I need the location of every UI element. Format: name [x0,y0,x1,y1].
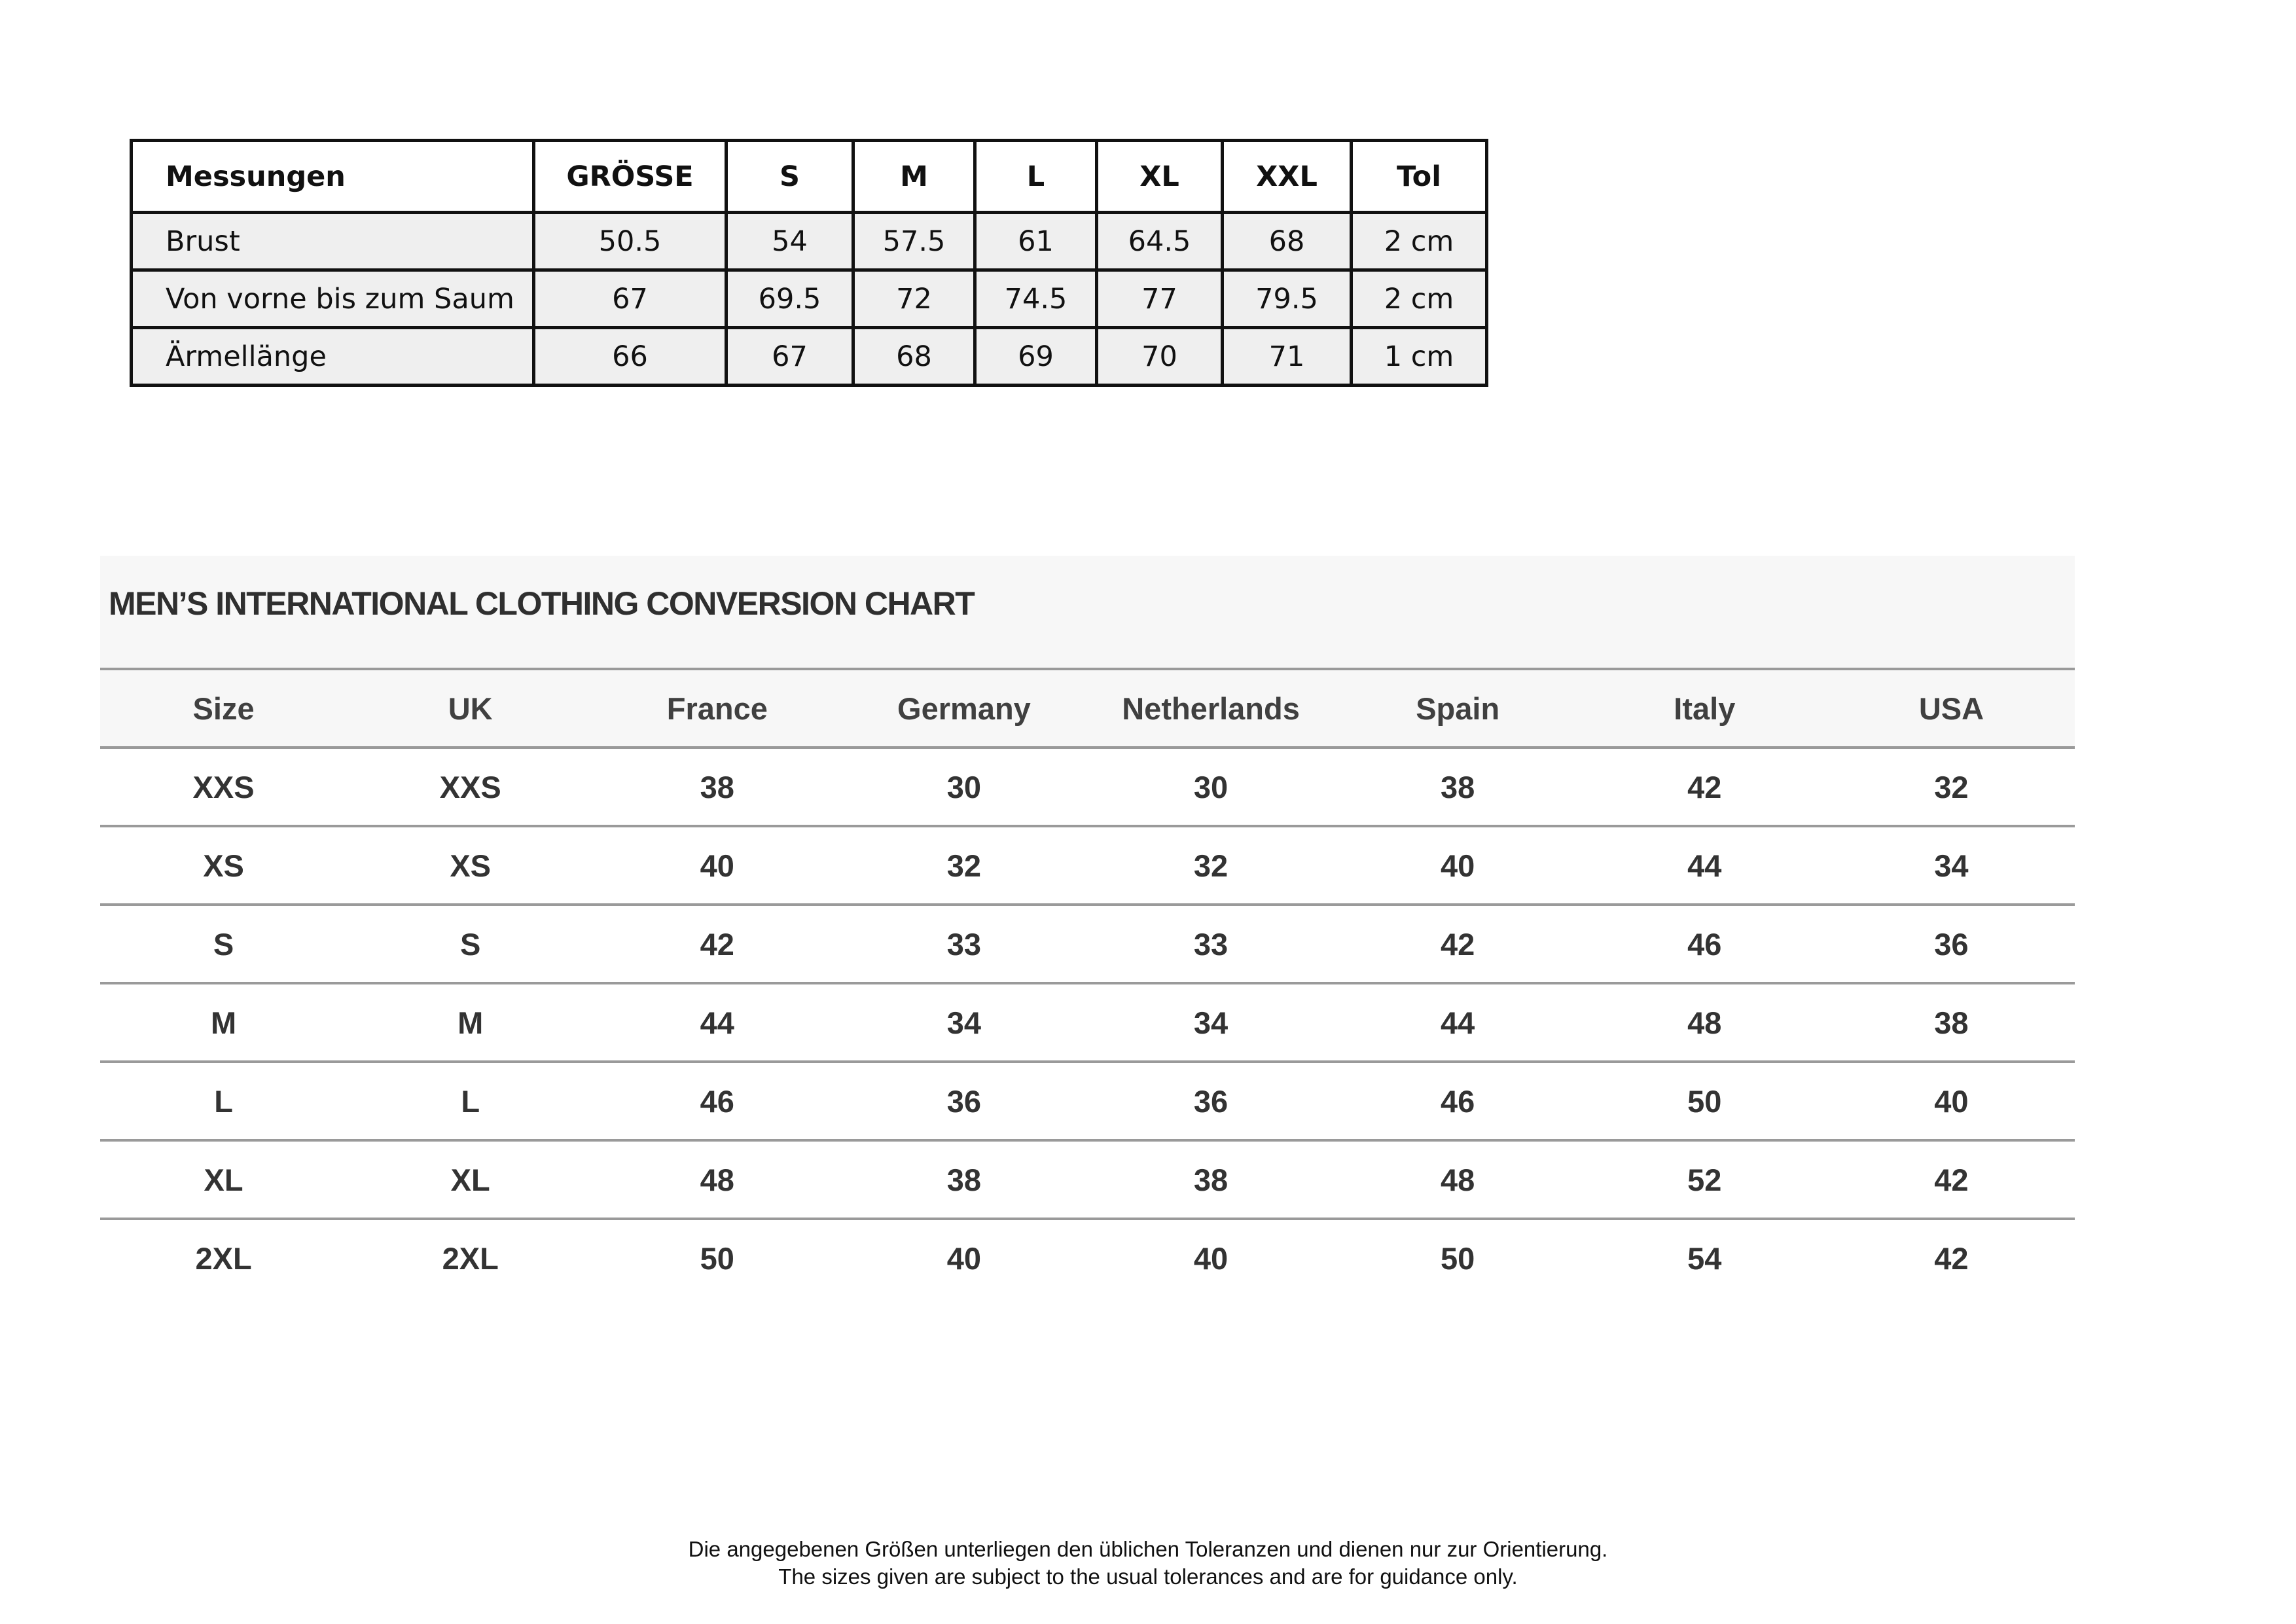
conversion-row-xs [100,826,2075,905]
measurement-value: 54 [726,213,853,270]
header-italy: Italy [1581,669,1828,748]
header-messungen: Messungen [132,141,534,213]
measurement-value: 50.5 [534,213,726,270]
measurement-row-brust [132,213,1487,270]
conversion-cell: 46 [1335,1062,1581,1140]
measurement-row-aermellaenge [132,328,1487,386]
header-size-s: S [726,141,853,213]
conversion-cell: 38 [1335,748,1581,826]
header-tolerance: Tol [1352,141,1487,213]
footer-line-en: The sizes given are subject to the usual tolerances and are for guidance only. [778,1564,1518,1589]
header-france: France [594,669,840,748]
conversion-cell: S [100,905,347,983]
measurement-header-row [132,141,1487,213]
conversion-cell: 30 [1088,748,1335,826]
conversion-row-s [100,905,2075,983]
measurement-value: 70 [1097,328,1223,386]
conversion-cell: XL [347,1140,594,1219]
measurement-label: Von vorne bis zum Saum [132,270,534,328]
conversion-cell: 50 [594,1219,840,1296]
measurement-value: 61 [975,213,1097,270]
conversion-cell: 2XL [347,1219,594,1296]
conversion-cell: M [100,983,347,1062]
conversion-cell: 38 [1088,1140,1335,1219]
conversion-cell: 42 [594,905,840,983]
conversion-cell: XXS [100,748,347,826]
measurement-value: 77 [1097,270,1223,328]
conversion-cell: 38 [1828,983,2075,1062]
measurement-value: 64.5 [1097,213,1223,270]
conversion-cell: 42 [1335,905,1581,983]
measurement-tolerance: 2 cm [1352,270,1487,328]
conversion-header-row [100,669,2075,748]
measurement-value: 71 [1223,328,1352,386]
header-spain: Spain [1335,669,1581,748]
conversion-row-xxs [100,748,2075,826]
measurement-value: 69 [975,328,1097,386]
measurement-value: 67 [726,328,853,386]
measurement-value: 74.5 [975,270,1097,328]
conversion-chart [100,556,2075,1296]
conversion-cell: 42 [1581,748,1828,826]
header-size-m: M [853,141,975,213]
conversion-cell: 32 [840,826,1087,905]
measurement-value: 67 [534,270,726,328]
conversion-cell: 50 [1335,1219,1581,1296]
measurement-tolerance: 1 cm [1352,328,1487,386]
measurement-table [130,139,1488,387]
conversion-row-2xl [100,1219,2075,1296]
conversion-row-xl [100,1140,2075,1219]
conversion-cell: 54 [1581,1219,1828,1296]
conversion-cell: 48 [1335,1140,1581,1219]
conversion-cell: 48 [1581,983,1828,1062]
conversion-title-bar [100,556,2075,668]
measurement-value: 68 [853,328,975,386]
measurement-tolerance: 2 cm [1352,213,1487,270]
footer-line-de: Die angegebenen Größen unterliegen den üblichen Toleranzen und dienen nur zur Orientierung. [688,1537,1608,1561]
conversion-cell: 42 [1828,1219,2075,1296]
conversion-cell: 34 [1828,826,2075,905]
measurement-value: 57.5 [853,213,975,270]
measurement-label: Ärmellänge [132,328,534,386]
conversion-cell: 33 [1088,905,1335,983]
conversion-cell: L [100,1062,347,1140]
conversion-cell: 52 [1581,1140,1828,1219]
measurement-value: 66 [534,328,726,386]
measurement-value: 69.5 [726,270,853,328]
conversion-cell: 40 [1088,1219,1335,1296]
header-germany: Germany [840,669,1087,748]
conversion-cell: XS [100,826,347,905]
conversion-cell: 46 [1581,905,1828,983]
conversion-cell: 44 [1335,983,1581,1062]
conversion-cell: 2XL [100,1219,347,1296]
conversion-cell: 32 [1828,748,2075,826]
conversion-cell: S [347,905,594,983]
conversion-cell: 36 [1088,1062,1335,1140]
conversion-cell: 36 [840,1062,1087,1140]
header-uk: UK [347,669,594,748]
conversion-cell: 32 [1088,826,1335,905]
conversion-cell: 30 [840,748,1087,826]
conversion-row-l [100,1062,2075,1140]
measurement-row-saum [132,270,1487,328]
measurement-value: 68 [1223,213,1352,270]
header-size: Size [100,669,347,748]
conversion-cell: XXS [347,748,594,826]
measurement-label: Brust [132,213,534,270]
conversion-cell: L [347,1062,594,1140]
conversion-cell: XS [347,826,594,905]
footer-disclaimer [0,1536,2296,1591]
conversion-cell: 42 [1828,1140,2075,1219]
conversion-cell: 36 [1828,905,2075,983]
conversion-title: MEN’S INTERNATIONAL CLOTHING CONVERSION CHART [109,585,975,622]
conversion-table [100,668,2075,1296]
header-size-xl: XL [1097,141,1223,213]
conversion-cell: 40 [1335,826,1581,905]
conversion-cell: 34 [1088,983,1335,1062]
conversion-cell: 40 [840,1219,1087,1296]
conversion-cell: 40 [1828,1062,2075,1140]
conversion-cell: 38 [594,748,840,826]
conversion-cell: 44 [1581,826,1828,905]
header-size-l: L [975,141,1097,213]
measurement-value: 79.5 [1223,270,1352,328]
conversion-cell: 38 [840,1140,1087,1219]
header-netherlands: Netherlands [1088,669,1335,748]
conversion-cell: 50 [1581,1062,1828,1140]
conversion-cell: 33 [840,905,1087,983]
conversion-cell: M [347,983,594,1062]
header-size-xxl: XXL [1223,141,1352,213]
conversion-cell: 46 [594,1062,840,1140]
measurement-value: 72 [853,270,975,328]
conversion-cell: 48 [594,1140,840,1219]
conversion-cell: XL [100,1140,347,1219]
header-groesse: GRÖSSE [534,141,726,213]
conversion-cell: 40 [594,826,840,905]
header-usa: USA [1828,669,2075,748]
conversion-cell: 34 [840,983,1087,1062]
conversion-cell: 44 [594,983,840,1062]
conversion-row-m [100,983,2075,1062]
